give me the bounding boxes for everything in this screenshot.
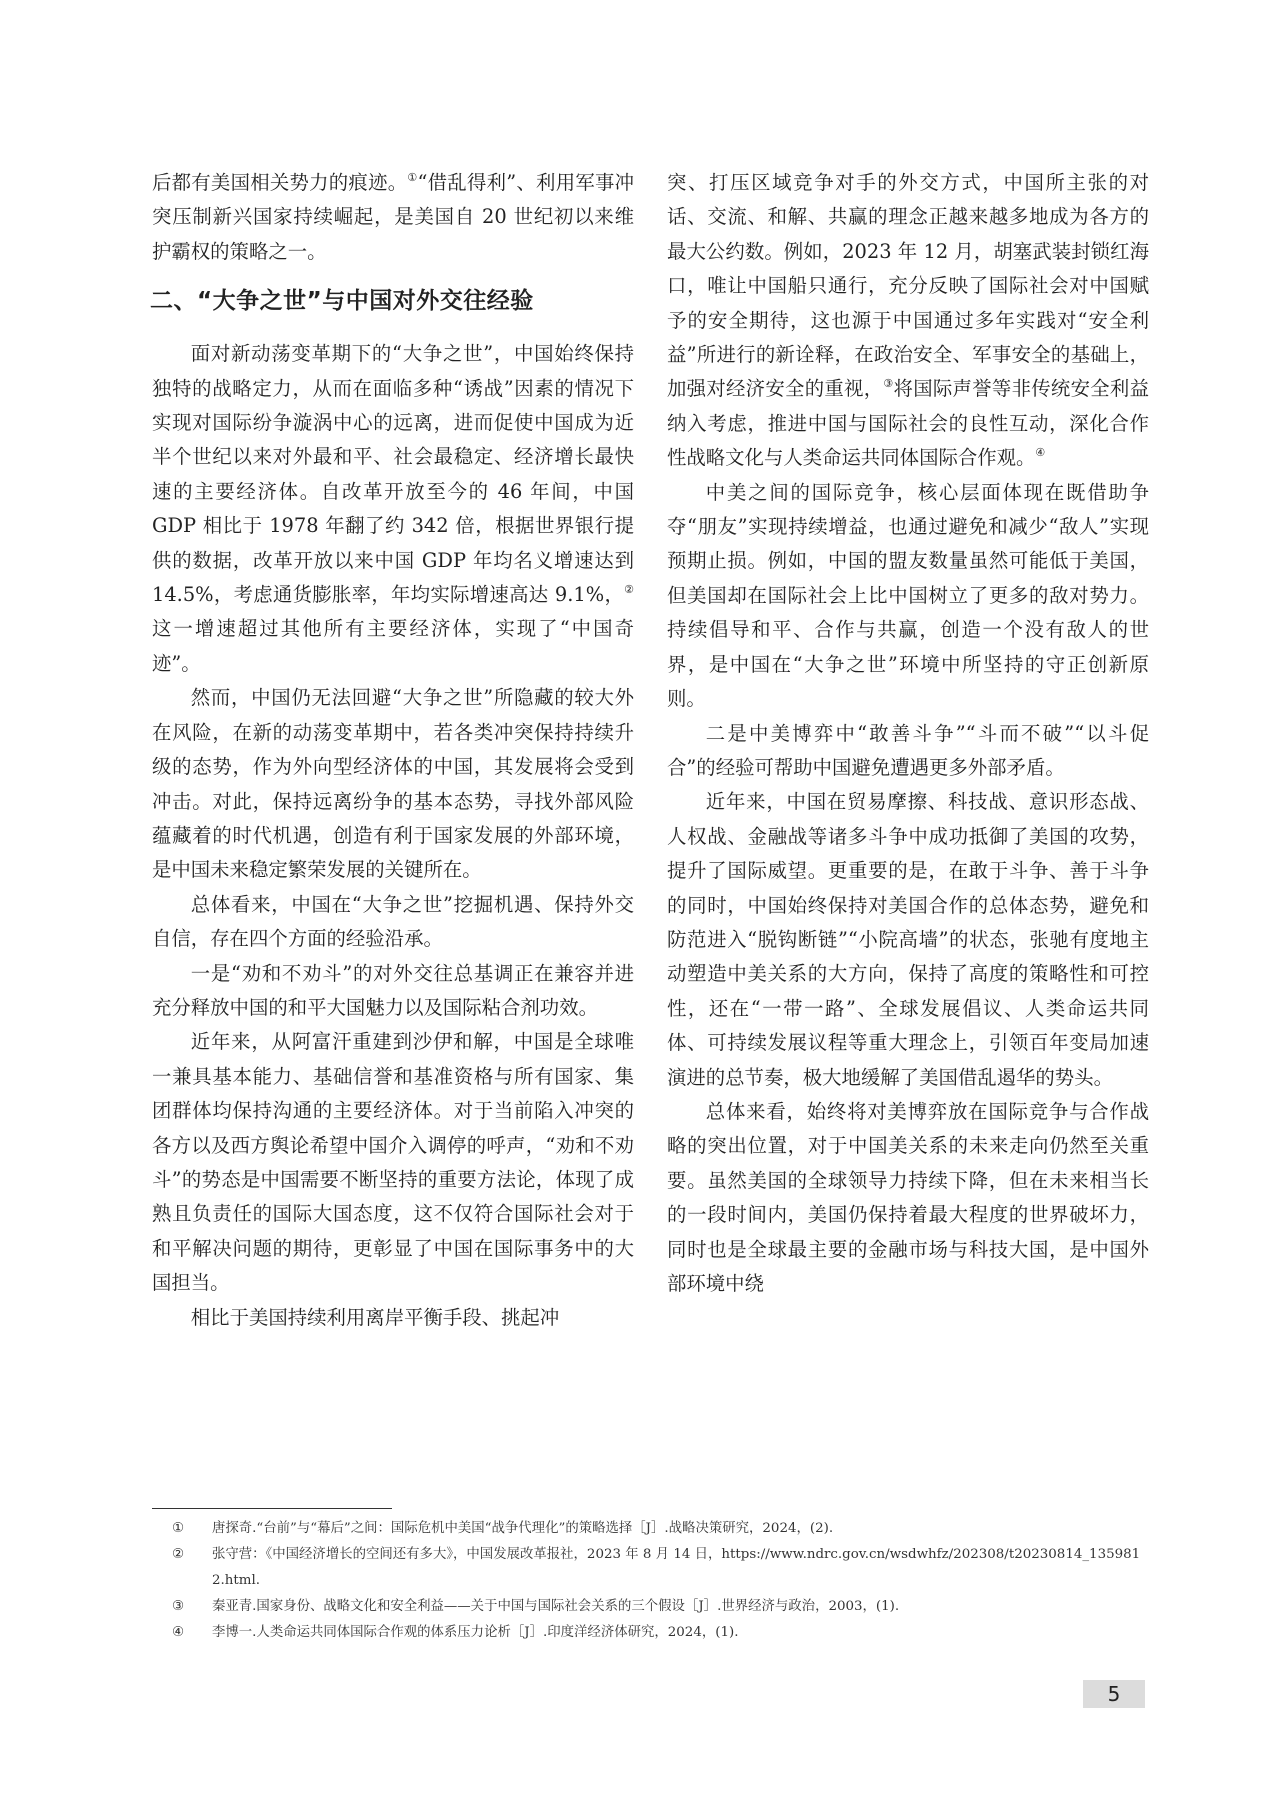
paragraph: 近年来，中国在贸易摩擦、科技战、意识形态战、人权战、金融战等诸多斗争中成功抵御了美国的攻势，提升了国际威望。更重要的是，在敢于斗争、善于斗争的同时，中国始终保持对美国合作的总体态势，避免和防范进入“脱钩断链”“小院高墙”的状态，张驰有度地主动塑造中美关系的大方向，保持了高度的策略性和可控性，还在“一带一路”、全球发展倡议、人类命运共同体、可持续发展议程等重大理念上，引领百年变局加速演进的总节奏，极大地缓解了美国借乱遏华的势头。 <box>667 790 1149 1089</box>
paragraph <box>152 166 634 269</box>
paragraph-text: 这一增速超过其他所有主要经济体，实现了“中国奇迹”。 <box>152 617 634 675</box>
footnote-ref[interactable]: ③ <box>883 377 894 391</box>
paragraph <box>152 337 634 681</box>
paragraph-text: 将国际声誉等非传统安全利益纳入考虑，推进中国与国际社会的良性互动，深化合作性战略文化与人类命运共同体国际合作观。 <box>667 377 1149 470</box>
paragraph: 中美之间的国际竞争，核心层面体现在既借助争夺“朋友”实现持续增益，也通过避免和减少“敌人”实现预期止损。例如，中国的盟友数量虽然可能低于美国，但美国却在国际社会上比中国树立了更多的敌对势力。持续倡导和平、合作与共赢，创造一个没有敌人的世界，是中国在“大争之世”环境中所坚持的守正创新原则。 <box>667 480 1149 711</box>
paragraph <box>667 166 1149 476</box>
paragraph: 总体看来，中国在“大争之世”挖掘机遇、保持外交自信，存在四个方面的经验沿承。 <box>152 892 634 951</box>
paragraph-text: 突、打压区域竞争对手的外交方式，中国所主张的对话、交流、和解、共赢的理念正越来越多地成为各方的最大公约数。例如，2023 年 12 月，胡塞武装封锁红海口，唯让中国船只通行，充分反映了国际社会对中国赋予的安全期待，这也源于中国通过多年实践对“安全利益”所进行的新诠释，在政治安全、军事安全的基础上，加强对经济安全的重视， <box>667 171 1149 401</box>
paragraph: 一是“劝和不劝斗”的对外交往总基调正在兼容并进充分释放中国的和平大国魅力以及国际粘合剂功效。 <box>152 961 634 1019</box>
footnote-item <box>172 1594 1148 1620</box>
paragraph-text: 后都有美国相关势力的痕迹。 <box>152 171 408 194</box>
footnote-number: ③ <box>172 1599 185 1614</box>
paragraph-text: 面对新动荡变革期下的“大争之世”，中国始终保持独特的战略定力，从而在面临多种“诱战”因素的情况下实现对国际纷争漩涡中心的远离，进而促使中国成为近半个世纪以来对外最和平、社会最稳定、经济增长最快速的主要经济体。自改革开放至今的 46 年间，中国 GDP 相比于 1978 年翻了约 342 倍，根据世界银行提供的数据，改革开放以来中国 GDP 年均名义增速达到 14.5%，考虑通货膨胀率，年均实际增速高达 9.1%， <box>152 342 634 607</box>
footnotes <box>172 1516 1148 1646</box>
footnote-ref[interactable]: ② <box>624 583 634 597</box>
footnote-text: 秦亚青.国家身份、战略文化和安全利益——关于中国与国际社会关系的三个假设［J］.世界经济与政治，2003，(1). <box>212 1599 900 1614</box>
footnote-number: ① <box>172 1521 185 1536</box>
footnote-number: ④ <box>172 1625 185 1640</box>
footnote-item <box>172 1516 1148 1542</box>
paragraph: 相比于美国持续利用离岸平衡手段、挑起冲 <box>190 1305 560 1329</box>
paragraph: 总体来看，始终将对美博弈放在国际竞争与合作战略的突出位置，对于中国美关系的未来走向仍然至关重要。虽然美国的全球领导力持续下降，但在未来相当长的一段时间内，美国仍保持着最大程度的世界破坏力，同时也是全球最主要的金融市场与科技大国，是中国外部环境中绕 <box>667 1099 1149 1295</box>
paragraph-text: “借乱得利”、利用军事冲突压制新兴国家持续崛起，是美国自 20 世纪初以来维护霸权的策略之一。 <box>152 171 635 263</box>
paragraph: 二是中美博弈中“敢善斗争”“斗而不破”“以斗促合”的经验可帮助中国避免遭遇更多外部矛盾。 <box>667 721 1149 779</box>
footnote-item <box>172 1620 1148 1646</box>
footnote-number: ② <box>172 1547 185 1562</box>
footnote-text: 李博一.人类命运共同体国际合作观的体系压力论析［J］.印度洋经济体研究，2024，(1). <box>212 1625 739 1640</box>
footnote-item <box>172 1542 1148 1594</box>
paragraph: 然而，中国仍无法回避“大争之世”所隐藏的较大外在风险，在新的动荡变革期中，若各类冲突保持持续升级的态势，作为外向型经济体的中国，其发展将会受到冲击。对此，保持远离纷争的基本态势，寻找外部风险蕴藏着的时代机遇，创造有利于国家发展的外部环境，是中国未来稳定繁荣发展的关键所在。 <box>152 686 634 882</box>
footnote-ref[interactable]: ④ <box>1035 446 1046 460</box>
footnote-text: 唐探奇.“台前”与“幕后”之间：国际危机中美国“战争代理化”的策略选择［J］.战略决策研究，2024，(2). <box>212 1521 834 1536</box>
section-heading: 二、“大争之世”与中国对外交往经验 <box>150 288 534 315</box>
footnote-ref[interactable]: ① <box>407 171 418 184</box>
paragraph: 近年来，从阿富汗重建到沙伊和解，中国是全球唯一兼具基本能力、基础信誉和基准资格与所有国家、集团群体均保持沟通的主要经济体。对于当前陷入冲突的各方以及西方舆论希望中国介入调停的呼声，“劝和不劝斗”的势态是中国需要不断坚持的重要方法论，体现了成熟且负责任的国际大国态度，这不仅符合国际社会对于和平解决问题的期待，更彰显了中国在国际事务中的大国担当。 <box>152 1030 634 1295</box>
footnote-divider <box>152 1508 392 1509</box>
page-number: 5 <box>1083 1680 1145 1708</box>
left-column <box>152 166 634 1335</box>
right-column <box>667 166 1149 1301</box>
footnote-text: 张守营：《中国经济增长的空间还有多大》，中国发展改革报社，2023 年 8 月 14 日，https://www.ndrc.gov.cn/wsdwhfz/202308/t20230814_1359812.html. <box>212 1547 1141 1588</box>
